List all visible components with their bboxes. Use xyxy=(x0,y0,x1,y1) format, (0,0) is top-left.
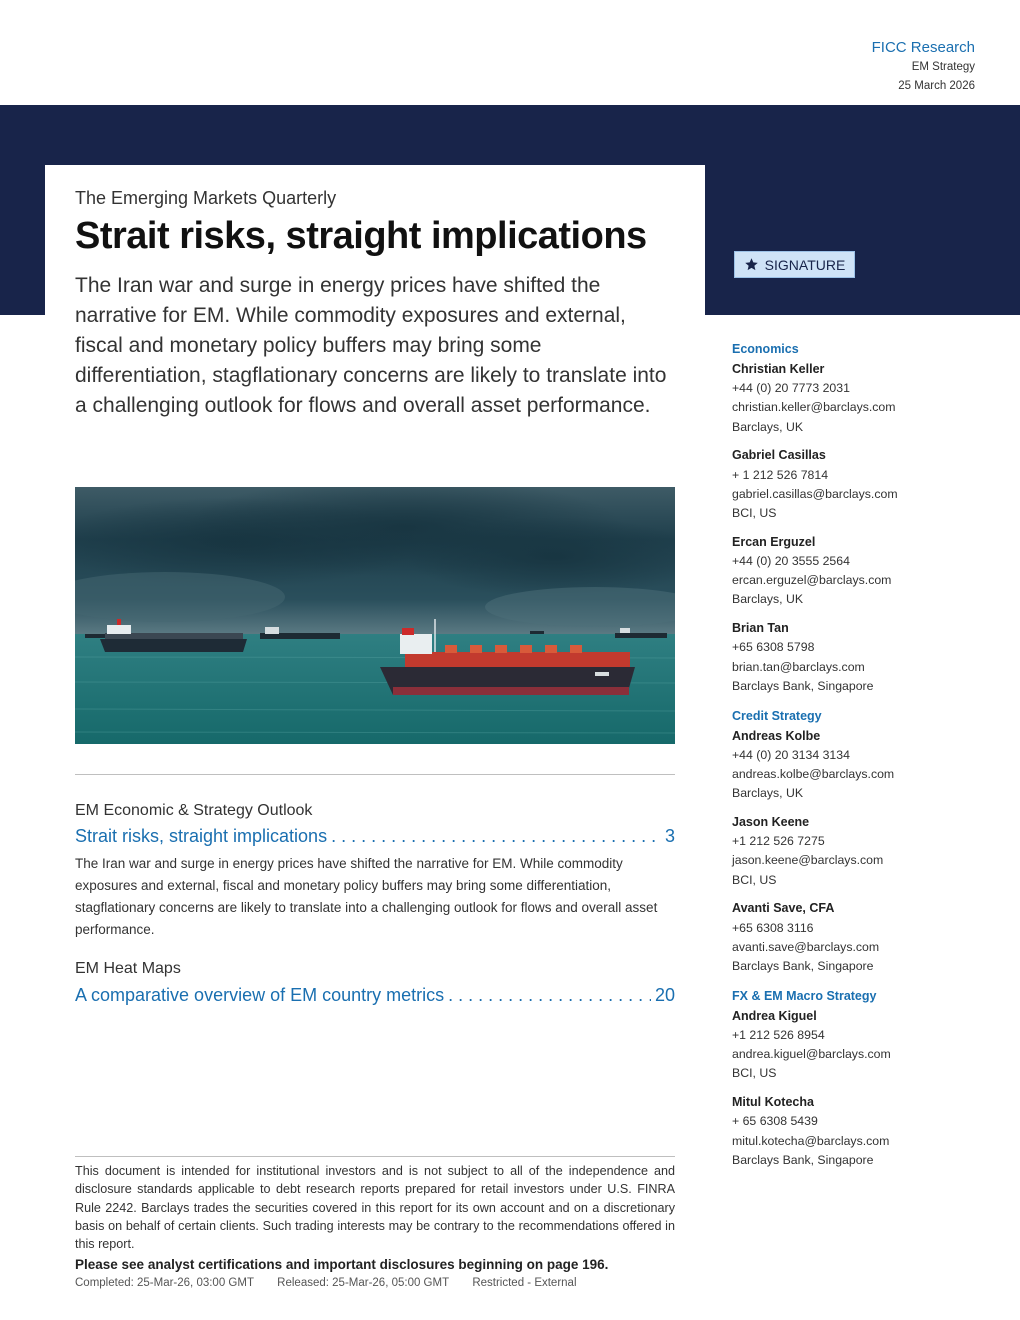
release-meta xyxy=(75,1277,597,1289)
lede-paragraph: The Iran war and surge in energy prices have shifted the narrative for EM. While commodity exposures and external, fiscal and monetary policy buffers may bring some differentiation, stagflationary concerns are likely to translate into a challenging outlook for flows and overall asset performance. xyxy=(75,274,667,417)
restriction-label: Restricted - External xyxy=(472,1277,577,1289)
contact-name: Andreas Kolbe xyxy=(732,728,821,743)
contact-email[interactable]: christian.keller@barclays.com xyxy=(732,400,896,415)
contact-card xyxy=(732,1093,1002,1170)
contact-phone: +44 (0) 20 3555 2564 xyxy=(732,554,850,569)
contact-card xyxy=(732,899,1002,976)
contact-entity: Barclays, UK xyxy=(732,592,804,607)
star-icon xyxy=(744,257,759,272)
contact-card xyxy=(732,533,1002,610)
contact-group-credit-strategy xyxy=(732,706,1002,977)
contact-group-title: FX & EM Macro Strategy xyxy=(732,988,877,1003)
contact-email[interactable]: andreas.kolbe@barclays.com xyxy=(732,767,895,782)
contact-name: Mitul Kotecha xyxy=(732,1095,814,1110)
hero-image xyxy=(75,487,675,744)
contact-phone: + 1 212 526 7814 xyxy=(732,467,829,482)
footer-divider xyxy=(75,1156,675,1157)
contact-entity: BCI, US xyxy=(732,872,777,887)
signature-label: SIGNATURE xyxy=(764,256,846,273)
contact-name: Gabriel Casillas xyxy=(732,448,826,463)
contact-name: Christian Keller xyxy=(732,362,825,376)
contact-entity: Barclays Bank, Singapore xyxy=(732,1152,874,1167)
released-time: Released: 25-Mar-26, 05:00 GMT xyxy=(277,1277,450,1289)
contact-card xyxy=(732,619,1002,696)
contact-phone: +44 (0) 20 3134 3134 xyxy=(732,747,850,762)
disclaimer: This document is intended for institutional investors and is not subject to all of the independence and disclosure standards applicable to debt research reports prepared for retail investors under U.S. FINRA Rule 2242. Barclays trades the securities covered in this report for its own account and on a discretionary basis on behalf of certain clients. Such trading interests may be contrary to the recommendations offered in this report. xyxy=(75,1164,675,1252)
contact-group-title: Credit Strategy xyxy=(732,708,822,723)
contact-card xyxy=(732,446,1002,523)
contact-card xyxy=(732,1007,1002,1084)
toc-section-title: EM Economic & Strategy Outlook xyxy=(75,802,313,819)
department: EM Strategy xyxy=(911,61,975,73)
contact-name: Avanti Save, CFA xyxy=(732,901,835,916)
contact-entity: Barclays Bank, Singapore xyxy=(732,959,874,974)
contact-entity: Barclays, UK xyxy=(732,419,804,434)
toc-link-label: Strait risks, straight implications xyxy=(75,826,328,846)
contact-entity: Barclays Bank, Singapore xyxy=(732,678,874,693)
signature-badge xyxy=(734,251,855,278)
contact-group-fx-em-macro xyxy=(732,986,1002,1170)
contact-email[interactable]: mitul.kotecha@barclays.com xyxy=(732,1133,890,1148)
toc-section-title: EM Heat Maps xyxy=(75,960,181,977)
contact-group-title: Economics xyxy=(732,342,799,356)
disclosure-notice: Please see analyst certifications and important disclosures beginning on page 196. xyxy=(75,1257,609,1272)
contact-name: Ercan Erguzel xyxy=(732,534,816,549)
toc-page-number: 3 xyxy=(664,826,675,846)
contact-email[interactable]: andrea.kiguel@barclays.com xyxy=(732,1047,891,1062)
contact-entity: BCI, US xyxy=(732,1066,777,1081)
contact-entity: BCI, US xyxy=(732,506,777,521)
contact-phone: +44 (0) 20 7773 2031 xyxy=(732,381,850,396)
contact-email[interactable]: gabriel.casillas@barclays.com xyxy=(732,486,898,501)
toc-description: The Iran war and surge in energy prices have shifted the narrative for EM. While commodity exposures and external, fiscal and monetary policy buffers may bring some differentiation, stagflationary concerns are likely to translate into a challenging outlook for flows and overall asset performance. xyxy=(75,856,658,937)
series-title: The Emerging Markets Quarterly xyxy=(75,188,337,208)
toc-leader-dots xyxy=(331,826,661,847)
completed-time: Completed: 25-Mar-26, 03:00 GMT xyxy=(75,1277,254,1289)
contact-phone: +65 6308 5798 xyxy=(732,640,815,655)
contact-email[interactable]: brian.tan@barclays.com xyxy=(732,659,865,674)
brand-name: FICC Research xyxy=(871,39,975,56)
report-date: 25 March 2026 xyxy=(898,80,975,92)
toc-link-strait-risks[interactable] xyxy=(75,826,675,847)
contact-card xyxy=(732,813,1002,890)
analyst-contacts xyxy=(732,339,1002,1180)
section-divider xyxy=(75,774,675,775)
contact-name: Andrea Kiguel xyxy=(732,1008,817,1023)
contact-name: Brian Tan xyxy=(732,621,789,636)
contact-email[interactable]: ercan.erguzel@barclays.com xyxy=(732,573,892,588)
toc-leader-dots xyxy=(448,985,651,1006)
contact-entity: Barclays, UK xyxy=(732,786,804,801)
toc-link-label: A comparative overview of EM country metrics xyxy=(75,985,445,1005)
contact-phone: + 65 6308 5439 xyxy=(732,1114,818,1129)
toc-link-heat-maps[interactable] xyxy=(75,985,675,1006)
contact-phone: +1 212 526 8954 xyxy=(732,1028,825,1043)
contact-group-economics xyxy=(732,339,1002,696)
contact-phone: +65 6308 3116 xyxy=(732,920,814,935)
contact-name: Jason Keene xyxy=(732,815,810,830)
contact-email[interactable]: avanti.save@barclays.com xyxy=(732,939,880,954)
contact-phone: +1 212 526 7275 xyxy=(732,834,825,849)
contact-card xyxy=(732,727,1002,804)
page-title: Strait risks, straight implications xyxy=(75,215,647,257)
contact-card xyxy=(732,360,1002,437)
toc-page-number: 20 xyxy=(654,985,675,1005)
report-header xyxy=(872,38,975,96)
contact-email[interactable]: jason.keene@barclays.com xyxy=(732,853,884,868)
